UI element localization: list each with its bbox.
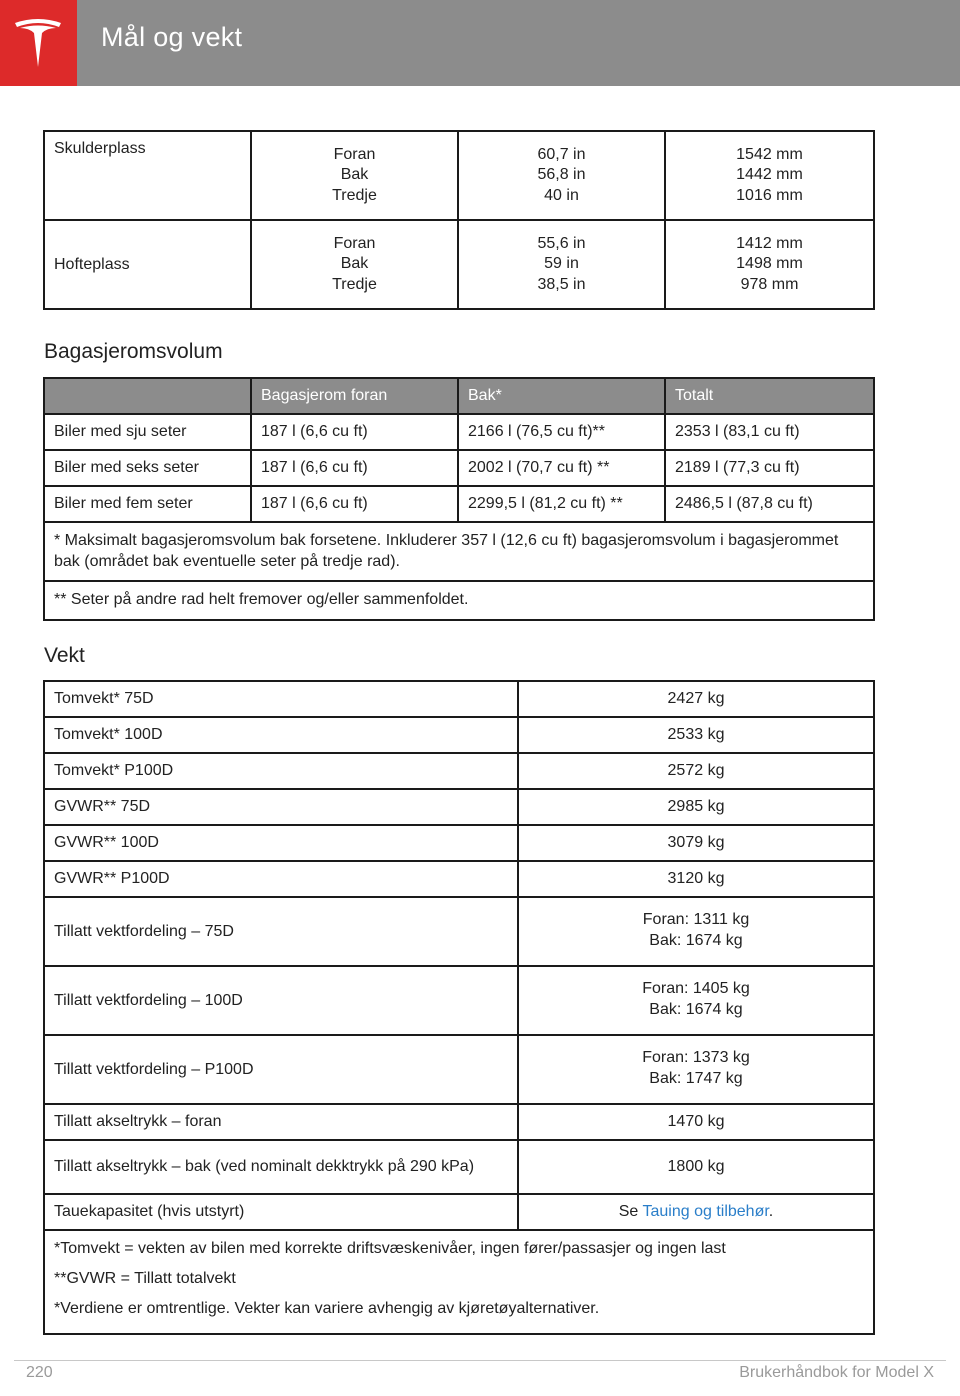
luggage-note: * Maksimalt bagasjeromsvolum bak forsetene. Inkluderer 357 l (12,6 cu ft) bagasjeromsvolum i bagasjerommet bak (området bak eventuelle seter på tredje rad). [44,522,874,581]
dimension-inches: 55,6 in 59 in 38,5 in [458,220,665,309]
column-header: Bak* [458,378,665,414]
table-row [44,450,874,486]
table-row [44,1035,874,1104]
weight-label: Tomvekt* P100D [44,753,518,789]
weight-label: Tillatt vektfordeling – 100D [44,966,518,1035]
weight-value: Foran: 1311 kg Bak: 1674 kg [518,897,874,966]
table-cell: Biler med seks seter [44,450,251,486]
table-row [44,486,874,522]
dimension-inches: 60,7 in 56,8 in 40 in [458,131,665,220]
weight-value: 1800 kg [518,1140,874,1194]
table-cell: 2189 l (77,3 cu ft) [665,450,874,486]
table-row [44,1104,874,1140]
weight-label: GVWR** 75D [44,789,518,825]
dimensions-table [43,130,875,310]
tesla-logo [0,0,77,86]
weight-value: 2985 kg [518,789,874,825]
footer-divider [14,1360,946,1361]
table-cell: Biler med fem seter [44,486,251,522]
table-row [44,1140,874,1194]
table-row [44,414,874,450]
dimension-positions: Foran Bak Tredje [251,131,458,220]
weight-note: **GVWR = Tillatt totalvekt [54,1270,236,1287]
column-header [44,378,251,414]
page-title: Mål og vekt [101,22,243,52]
table-row [44,1194,874,1230]
table-cell: 2486,5 l (87,8 cu ft) [665,486,874,522]
weight-value: Foran: 1373 kg Bak: 1747 kg [518,1035,874,1104]
weight-value: 3120 kg [518,861,874,897]
weight-value: Foran: 1405 kg Bak: 1674 kg [518,966,874,1035]
weight-value: Se Tauing og tilbehør. [518,1194,874,1230]
weight-value: 3079 kg [518,825,874,861]
luggage-heading: Bagasjeromsvolum [44,340,223,363]
dimension-mm: 1412 mm 1498 mm 978 mm [665,220,874,309]
column-header: Bagasjerom foran [251,378,458,414]
table-cell: 2002 l (70,7 cu ft) ** [458,450,665,486]
table-cell: 187 l (6,6 cu ft) [251,486,458,522]
table-cell: 187 l (6,6 cu ft) [251,414,458,450]
page-header [0,0,960,86]
table-cell: Biler med sju seter [44,414,251,450]
weight-value: 2533 kg [518,717,874,753]
table-row [44,522,874,581]
luggage-note: ** Seter på andre rad helt fremover og/eller sammenfoldet. [44,581,874,620]
table-row [44,220,874,309]
table-row [44,861,874,897]
weight-label: Tomvekt* 75D [44,681,518,717]
table-header-row [44,378,874,414]
table-row [44,131,874,220]
weight-label: GVWR** 100D [44,825,518,861]
weight-heading: Vekt [44,644,85,667]
weight-label: Tauekapasitet (hvis utstyrt) [44,1194,518,1230]
table-cell: 2166 l (76,5 cu ft)** [458,414,665,450]
table-row [44,966,874,1035]
weight-table [43,680,875,1335]
dimension-positions: Foran Bak Tredje [251,220,458,309]
weight-label: Tillatt vektfordeling – P100D [44,1035,518,1104]
page-number: 220 [26,1364,53,1381]
weight-value: 2572 kg [518,753,874,789]
table-row [44,1230,874,1334]
weight-value: 1470 kg [518,1104,874,1140]
weight-label: GVWR** P100D [44,861,518,897]
table-row [44,789,874,825]
weight-label: Tillatt akseltrykk – bak (ved nominalt dekktrykk på 290 kPa) [44,1140,518,1194]
weight-notes [44,1230,874,1334]
dimension-mm: 1542 mm 1442 mm 1016 mm [665,131,874,220]
table-row [44,717,874,753]
luggage-table [43,377,875,621]
towing-link[interactable]: Tauing og tilbehør [642,1202,769,1220]
weight-label: Tillatt vektfordeling – 75D [44,897,518,966]
weight-note: *Verdiene er omtrentlige. Vekter kan variere avhengig av kjøretøyalternativer. [54,1300,600,1317]
weight-label: Tomvekt* 100D [44,717,518,753]
manual-name: Brukerhåndbok for Model X [739,1364,934,1381]
column-header: Totalt [665,378,874,414]
table-row [44,897,874,966]
table-row [44,753,874,789]
table-row [44,681,874,717]
table-row [44,581,874,620]
table-cell: 2353 l (83,1 cu ft) [665,414,874,450]
table-row [44,825,874,861]
weight-label: Tillatt akseltrykk – foran [44,1104,518,1140]
table-cell: 2299,5 l (81,2 cu ft) ** [458,486,665,522]
table-cell: 187 l (6,6 cu ft) [251,450,458,486]
weight-note: *Tomvekt = vekten av bilen med korrekte driftsvæskenivåer, ingen fører/passasjer og ingen last [54,1240,726,1257]
weight-value: 2427 kg [518,681,874,717]
dimension-label: Hofteplass [44,220,251,309]
dimension-label: Skulderplass [44,131,251,220]
tesla-logo-icon [13,17,63,69]
